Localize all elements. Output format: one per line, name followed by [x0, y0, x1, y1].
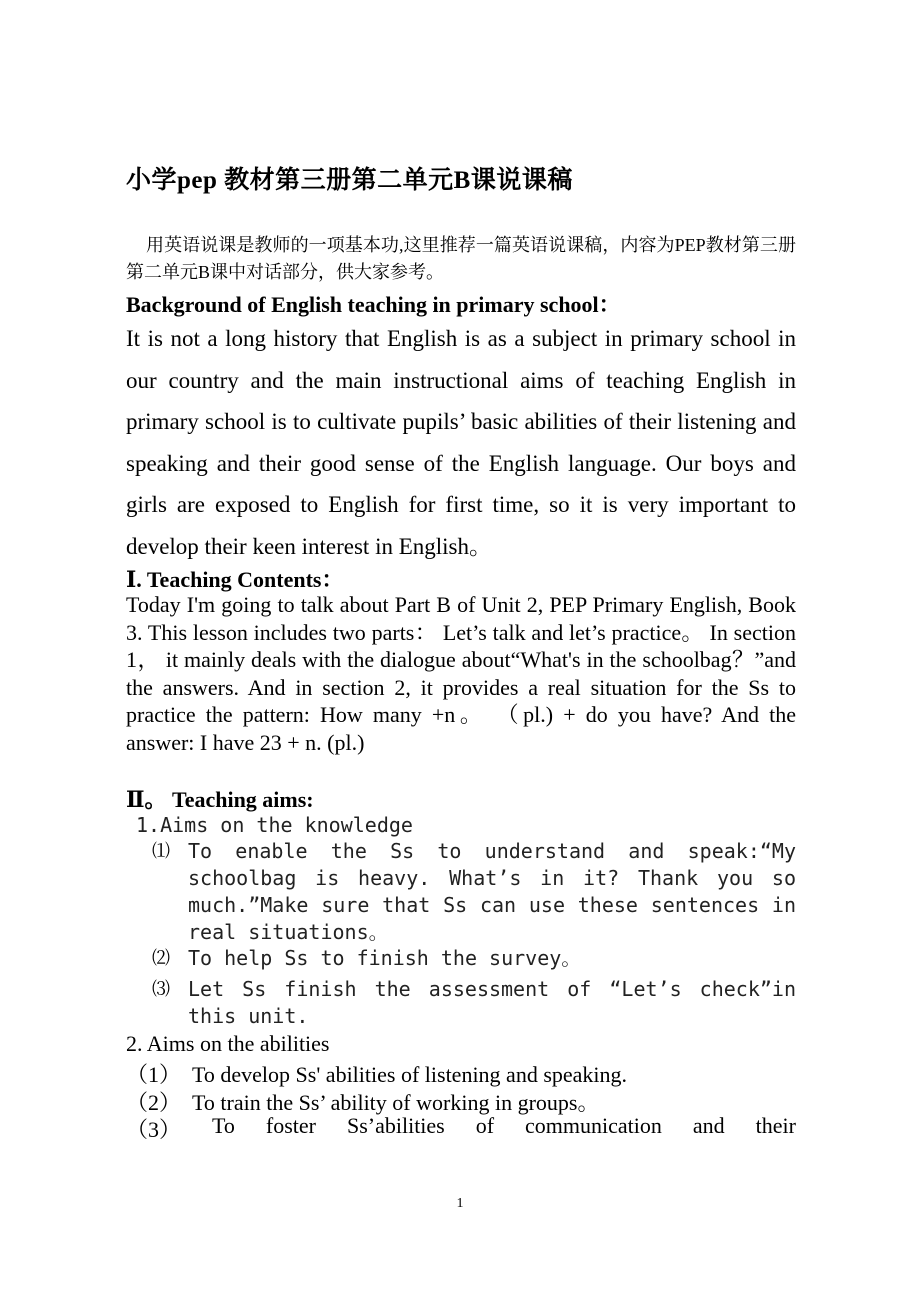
item-word: and: [692, 1113, 725, 1138]
item-word: of: [475, 1113, 495, 1138]
item-text: To develop Ss' abilities of listening and speaking.: [192, 1062, 628, 1087]
item-number: （2）: [126, 1090, 182, 1115]
item-word: their: [755, 1113, 796, 1138]
knowledge-aim-item: [152, 838, 796, 946]
item-word: foster: [265, 1113, 316, 1138]
ability-aim-item: [126, 1058, 796, 1089]
knowledge-aims-heading: 1.Aims on the knowledge: [136, 813, 413, 837]
teaching-aims-heading: Ⅱ。 Teaching aims:: [126, 787, 314, 812]
item-number: （3）: [126, 1117, 182, 1142]
teaching-contents-heading: Ⅰ. Teaching Contents：: [126, 567, 344, 592]
item-text: To train the Ss’ ability of working in groups。: [192, 1090, 600, 1115]
knowledge-aim-item: [152, 976, 796, 1030]
background-heading: Background of English teaching in primary school：: [126, 292, 621, 317]
ability-aim-item: [126, 1113, 796, 1144]
intro-paragraph: 用英语说课是教师的一项基本功,这里推荐一篇英语说课稿，内容为PEP教材第三册第二单元B课中对话部分，供大家参考。: [126, 235, 796, 282]
item-text: To enable the Ss to understand and speak:“My schoolbag is heavy. What’s in it? Thank you so much.”Make sure that Ss can use these sentences in real situations。: [188, 839, 796, 944]
abilities-aims-heading: 2. Aims on the abilities: [126, 1031, 330, 1056]
knowledge-aim-item: [152, 945, 796, 972]
item-number: ⑵: [152, 948, 170, 968]
page-title: 小学pep 教材第三册第二单元B课说课稿: [126, 167, 573, 194]
item-word: communication: [525, 1113, 662, 1138]
background-paragraph: It is not a long history that English is as a subject in primary school in our country and the main instructional aims of teaching English in primary school is to cultivate pupils’ basic abilities of their listening and speaking and their good sense of the English language. Our boys and girls are exposed to English for first time, so it is very important to develop their keen interest in English。: [126, 326, 796, 559]
item-number: ⑶: [152, 979, 170, 999]
item-number: （1）: [126, 1062, 182, 1087]
item-word: Ss’abilities: [346, 1113, 445, 1138]
page-number: 1: [456, 1196, 464, 1211]
teaching-contents-paragraph: Today I'm going to talk about Part B of Unit 2, PEP Primary English, Book 3. This lesson includes two parts： Let’s talk and let’s practice。 In section 1， it mainly deals with the dialogue about“What's in the schoolbag？”and the answers. And in section 2, it provides a real situation for the Ss to practice the pattern: How many +n。 （pl.) + do you have? And the answer: I have 23 + n. (pl.): [126, 592, 796, 755]
item-text: Let Ss finish the assessment of “Let’s check”in this unit.: [188, 977, 796, 1028]
item-text: To help Ss to finish the survey。: [188, 946, 582, 970]
item-number: ⑴: [152, 841, 170, 861]
item-word: To: [212, 1113, 235, 1138]
